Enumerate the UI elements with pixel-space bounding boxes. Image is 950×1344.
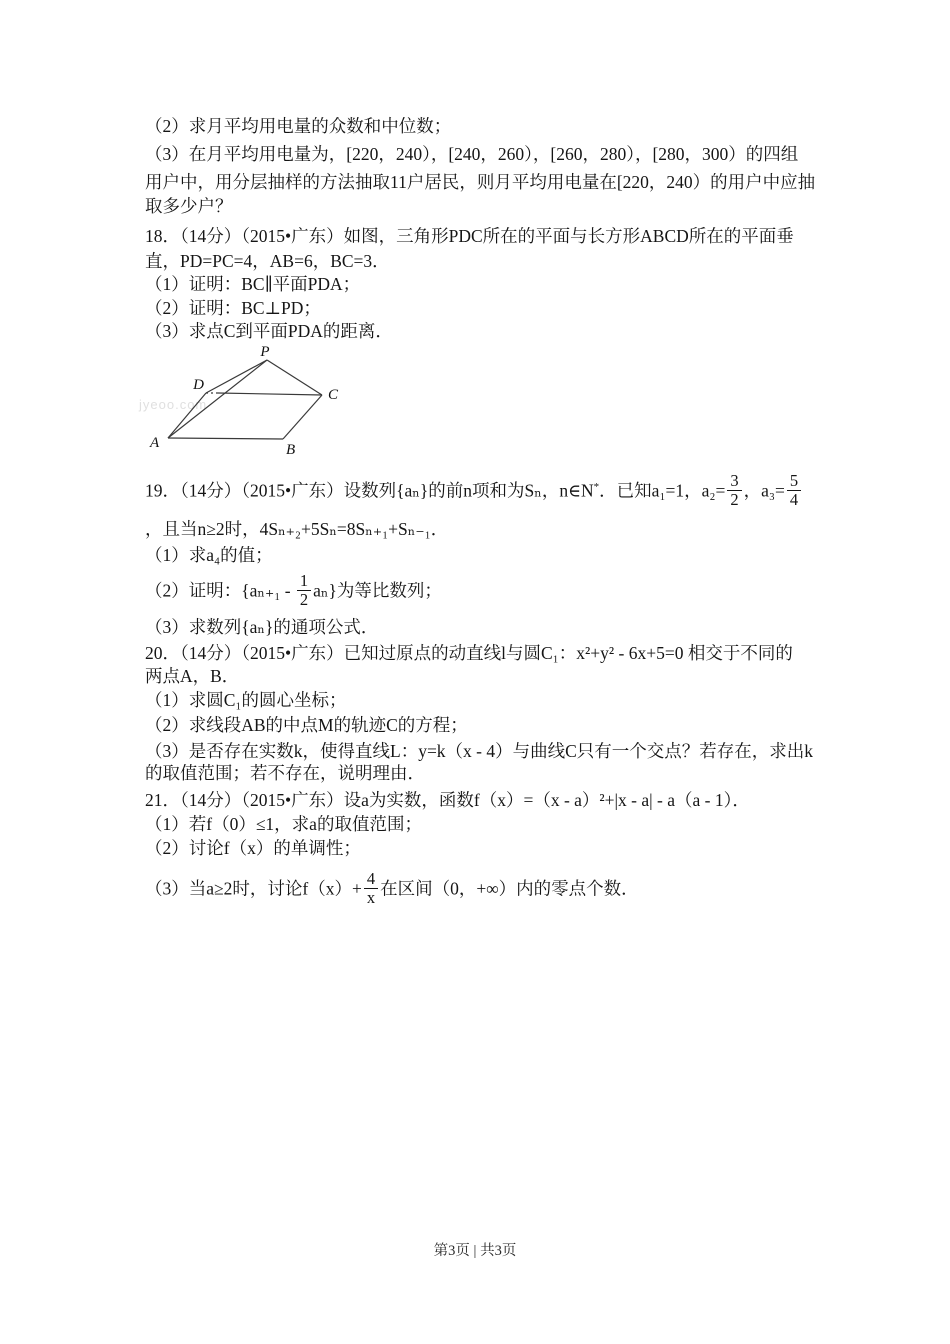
q18-geometry-figure <box>138 344 368 464</box>
q17-part3-line1: （3）在月平均用电量为，[220，240），[240，260），[260，280），[280，300）的四组 <box>145 144 799 164</box>
q18-stem-line1: 18．（14分）（2015•广东）如图，三角形PDC所在的平面与长方形ABCD所在的平面垂 <box>145 226 794 246</box>
q19-part2-text-post: aₙ}为等比数列； <box>313 580 442 601</box>
vertex-label-P: P <box>260 344 270 360</box>
edge-PA <box>168 360 267 438</box>
q18-part3: （3）求点C到平面PDA的距离． <box>145 321 393 341</box>
q19-part2-text-pre: （2）证明：{aₙ₊₁ - <box>145 580 295 601</box>
q19-stem-text-mid: ．已知a₁=1，a₂= <box>599 480 726 501</box>
pyramid-diagram <box>138 344 368 464</box>
q19-stem-line1 <box>145 471 803 511</box>
q21-part2: （2）讨论f（x）的单调性； <box>145 838 361 858</box>
vertex-label-B: B <box>286 442 296 458</box>
fraction-four-over-x: $\frac{4}{x}$ <box>364 870 378 907</box>
q20-part2: （2）求线段AB的中点M的轨迹C的方程； <box>145 715 468 735</box>
q18-stem-line2: 直，PD=PC=4，AB=6，BC=3． <box>145 251 390 271</box>
q21-stem-line1: 21．（14分）（2015•广东）设a为实数，函数f（x）=（x - a）²+|x - a| - a（a - 1）． <box>145 790 750 810</box>
vertex-label-D: D <box>193 377 204 393</box>
edge-PC <box>267 360 322 395</box>
q21-part1: （1）若f（0）≤1，求a的取值范围； <box>145 814 422 834</box>
q21-part3-text-pre: （3）当a≥2时，讨论f（x）+ <box>145 878 362 899</box>
q19-nstar-superscript: * <box>593 480 600 493</box>
q19-stem-line2: ，且当n≥2时，4Sₙ₊₂+5Sₙ=8Sₙ₊₁+Sₙ₋₁． <box>145 519 449 539</box>
q18-part1: （1）证明：BC∥平面PDA； <box>145 274 361 294</box>
q19-part2 <box>145 571 442 611</box>
q21-part3-text-post: 在区间（0，+∞）内的零点个数． <box>380 878 639 899</box>
vertex-label-A: A <box>150 435 160 451</box>
q19-stem-text-pre: 19．（14分）（2015•广东）设数列{aₙ}的前n项和为Sₙ，n∈N <box>145 480 594 501</box>
q21-part3 <box>145 869 639 909</box>
q20-part1: （1）求圆C₁的圆心坐标； <box>145 690 347 710</box>
q17-part2: （2）求月平均用电量的众数和中位数； <box>145 116 452 136</box>
page-footer: 第3页 | 共3页 <box>433 1243 517 1259</box>
vertex-label-C: C <box>328 387 339 403</box>
q19-part1: （1）求a₄的值； <box>145 545 273 565</box>
q20-part3-line2: 的取值范围；若不存在，说明理由． <box>145 763 425 783</box>
q20-stem-line1: 20．（14分）（2015•广东）已知过原点的动直线l与圆C₁：x²+y² - 6x+5=0 相交于不同的 <box>145 643 793 663</box>
fraction-a2: $\frac{3}{2}$ <box>727 472 741 509</box>
fraction-a3: $\frac{5}{4}$ <box>787 472 801 509</box>
edge-AD <box>168 393 206 438</box>
q20-stem-line2: 两点A，B． <box>145 666 240 686</box>
q19-stem-text-sep: ，a₃= <box>743 480 785 501</box>
q18-part2: （2）证明：BC⊥PD； <box>145 298 321 318</box>
q17-part3-line3: 取多少户？ <box>145 196 233 216</box>
q19-part3: （3）求数列{aₙ}的通项公式． <box>145 617 379 637</box>
edge-DC <box>218 393 322 395</box>
q17-part3-line2: 用户中，用分层抽样的方法抽取11户居民，则月平均用电量在[220，240）的用户中应抽 <box>145 172 816 192</box>
fraction-one-half: $\frac{1}{2}$ <box>297 572 311 609</box>
edge-AB <box>168 438 283 439</box>
edge-PD <box>206 360 267 393</box>
edge-BC <box>283 395 322 439</box>
q20-part3-line1: （3）是否存在实数k，使得直线L：y=k（x - 4）与曲线C只有一个交点？若存在，求出k <box>145 741 814 761</box>
watermark-text: jyeoo.com <box>139 397 208 412</box>
